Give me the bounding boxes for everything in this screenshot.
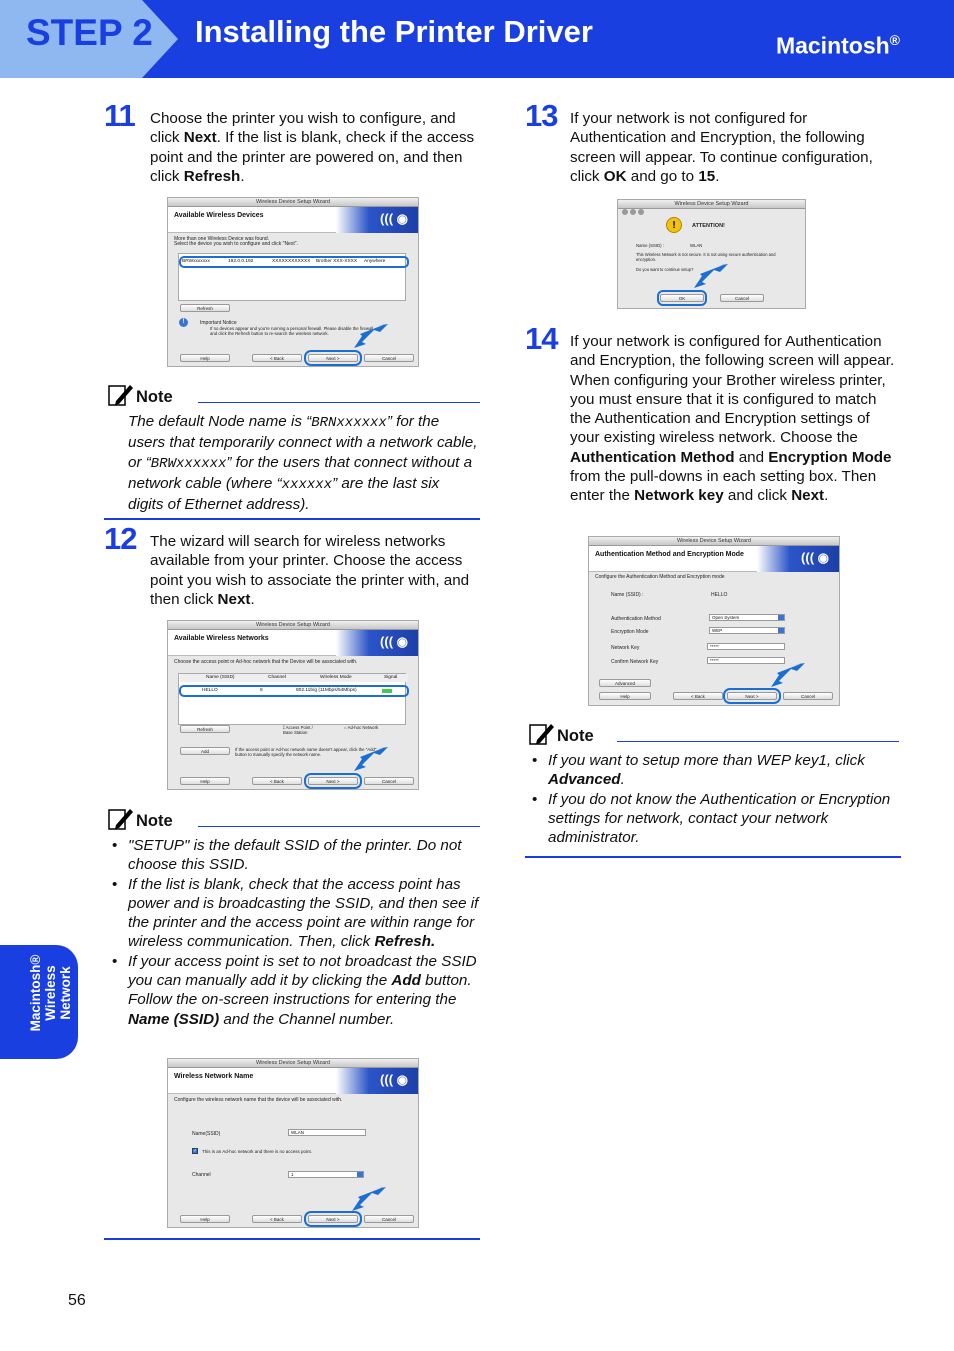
wireless-logo-icon [336,630,418,656]
note-3-list [526,751,900,847]
banner-title: Available Wireless Networks [174,635,269,642]
add-button[interactable]: Add [180,747,230,755]
step-12-p2: . [250,590,255,608]
note-1-c1: BRNxxxxxx [311,415,387,431]
continue-question: Do you want to continue setup? [636,267,694,272]
note-pencil-icon [527,722,555,748]
notice-line2: and click the Refresh button to re-search the wireless network. [210,331,329,336]
screenshot-wireless-network-name [167,1058,419,1228]
pointer-arrow-icon [692,262,732,292]
note-label: Note [136,812,173,830]
side-tab-line1: Macintosh® [28,954,43,1032]
network-list-header [180,674,408,682]
step-11-p3: . [240,167,245,185]
warning-line2: encryption. [636,257,657,262]
note-2-bottom-rule [104,1238,480,1240]
window-title: Wireless Device Setup Wizard [256,1059,330,1066]
notice-title: Important Notice [200,320,237,326]
note-3-bottom-rule [525,856,901,858]
window-title: Wireless Device Setup Wizard [256,198,330,205]
adhoc-checkbox[interactable]: ✓ [193,1148,198,1154]
wizard-banner [168,1068,418,1094]
legend-ap-label: Access Point / Base Station [283,725,313,735]
help-button[interactable]: Help [599,692,651,700]
window-titlebar [589,537,839,546]
channel-select[interactable]: 1 [288,1171,364,1178]
note-1-t1: The default Node name is “ [128,413,312,430]
col-mode: Wireless Mode [320,675,352,680]
auth-method-select[interactable]: Open System [709,614,785,621]
step-11-b1: Next [183,129,217,147]
device-mac: XXXXXXXXXXXX [272,259,311,264]
side-tab-line2: Wireless [43,965,58,1021]
page-header [0,0,954,78]
cancel-button[interactable]: Cancel [364,354,414,362]
step-14-b2: Encryption Mode [768,448,892,466]
adhoc-icon: ⌂ [344,725,347,730]
refresh-button[interactable]: Refresh [180,725,230,733]
note-3-i1c: . [620,771,625,789]
step-11-text [150,109,480,186]
selection-highlight [179,685,409,697]
help-button[interactable]: Help [180,354,230,362]
step-label: STEP 2 [26,12,153,53]
window-title: Wireless Device Setup Wizard [674,200,749,207]
help-button[interactable]: Help [180,1215,230,1223]
instruction-line: Configure the Authentication Method and Encryption mode [595,574,725,580]
step-11-b2: Refresh [183,167,241,185]
window-title: Wireless Device Setup Wizard [256,621,330,628]
legend-access-point [283,725,323,735]
window-titlebar [168,1059,418,1068]
banner-title: Authentication Method and Encryption Mode [595,551,744,558]
device-model: Brother XXX-XXXX [316,259,358,264]
note-2-item-1: • "SETUP" is the default SSID of the printer. Do not choose this SSID. [106,836,480,875]
back-button[interactable]: < Back [673,692,723,700]
ssid-label: Name (SSID) : [611,592,644,598]
wizard-banner [168,630,418,656]
cancel-button[interactable]: Cancel [364,777,414,785]
pointer-arrow-icon [769,661,809,691]
note-pencil-icon [106,807,134,833]
note-2-i3b: Add [391,972,421,990]
step-13-p3: . [715,167,720,185]
note-2-i3a: If your access point is set to not broadcast the SSID you can manually add it by clicking the [128,952,477,990]
step-tab [0,0,178,78]
note-2-header [106,811,480,835]
note-rule [617,741,899,742]
note-3-header [527,726,901,750]
legend-adhoc [344,725,378,730]
step-12-b1: Next [217,590,251,608]
device-ip: 192.0.0.192 [228,259,254,264]
note-2-i3c: button. Follow the on-screen instructions for entering the [128,972,472,1009]
network-key-label: Network Key [611,645,640,651]
note-2-i3d: Name (SSID) [128,1010,220,1028]
window-titlebar [618,200,805,209]
step-14-b1: Authentication Method [570,448,735,466]
note-2-item-3 [106,952,480,1029]
cancel-button[interactable]: Cancel [720,294,764,302]
encryption-mode-select[interactable]: WEP [709,627,785,634]
confirm-key-input[interactable]: ***** [707,657,785,664]
network-channel: 8 [260,688,263,693]
note-3-i1a: If you want to setup more than WEP key1, click [548,752,865,769]
info-icon: ! [179,318,188,327]
ssid-value: HELLO [711,592,728,598]
note-label: Note [136,388,173,406]
note-1-bottom-rule [104,518,480,520]
ok-highlight [657,290,707,306]
page-title: Installing the Printer Driver [195,14,593,49]
add-hint-line2: button to manually specify the network name. [235,752,322,757]
col-signal: Signal [384,675,398,680]
wireless-logo-icon [336,207,418,233]
step-14-p3: from the pull-downs in each setting box. Then enter the [570,468,877,505]
cancel-button[interactable]: Cancel [364,1215,414,1223]
device-status: Anywhere [364,259,386,264]
step-11-p2: . If the list is blank, check if the access point and the printer are powered on, and then click [150,129,475,185]
note-2-i3e: and the Channel number. [219,1010,395,1028]
advanced-button[interactable]: Advanced [599,679,651,687]
note-pencil-icon [106,383,134,409]
page-number: 56 [68,1292,86,1309]
side-tab-label [28,938,73,1048]
confirm-key-label: Confirm Network Key [611,659,659,665]
window-titlebar [168,198,418,207]
note-3-item-2: • If you do not know the Authentication or Encryption settings for network, contact your network administrator. [526,790,900,848]
step-13-b1: OK [603,167,627,185]
step-14-b4: Next [791,487,825,505]
pointer-arrow-icon [352,322,392,352]
note-rule [198,402,480,403]
screenshot-available-devices [167,197,419,367]
back-button[interactable]: < Back [252,354,302,362]
step-13-text [570,109,900,186]
next-button[interactable]: Next > [308,354,358,362]
step-12-text [150,532,480,609]
ssid-label: Name(SSID) [192,1131,221,1137]
step-14-p5: . [824,487,829,505]
instruction-line1: More than one Wireless Device was found. [174,236,270,242]
step-12-number: 12 [104,521,137,556]
col-name: Name (SSID) [206,675,235,680]
network-mode: 802.11b/g (11Mbps/54Mbps) [296,688,357,693]
step-14-b3: Network key [634,487,724,505]
note-1-t4: ” are the last six digits of Ethernet address). [128,474,440,514]
back-button[interactable]: < Back [252,777,302,785]
screenshot-available-networks [167,620,419,790]
warning-line1: This Wireless Network is not secure. It is not using secure authentication and [636,252,776,257]
ssid-value: WLAN [690,243,703,248]
instruction-line2: Select the device you wish to configure and click "Next". [174,241,298,247]
step-13-b2: 15 [698,167,716,185]
step-14-p2: and [734,448,769,466]
refresh-button[interactable]: Refresh [180,304,230,312]
step-14-p4: and click [723,487,792,505]
next-button[interactable]: Next > [727,692,777,700]
banner-title: Wireless Network Name [174,1073,254,1080]
note-2-i2b: Refresh. [374,933,436,951]
instruction-line: Choose the access point or Ad-hoc network that the Device will be associated with. [174,659,358,665]
wizard-banner [589,546,839,572]
next-button[interactable]: Next > [308,1215,358,1223]
ssid-input[interactable]: WLAN [288,1129,366,1136]
note-1-header [106,387,480,411]
next-highlight [304,350,362,366]
adhoc-checkbox-label: This is an Ad-hoc network and there is no access point. [202,1149,313,1154]
ssid-label: Name (SSID) : [636,243,664,248]
next-highlight [304,773,362,789]
col-channel: Channel [268,675,286,680]
step-13-number: 13 [525,98,558,133]
banner-title: Available Wireless Devices [174,212,264,219]
channel-label: Channel [192,1172,211,1178]
step-14-number: 14 [525,321,558,356]
note-1-c3: xxxxxx [281,476,333,493]
instruction-line: Configure the wireless network name that the device will be associated with. [174,1097,343,1103]
help-button[interactable]: Help [180,777,230,785]
legend-adhoc-label: Ad-hoc Network [347,725,379,730]
next-button[interactable]: Next > [308,777,358,785]
side-tab-line3: Network [58,966,73,1020]
pointer-arrow-icon [352,745,392,775]
network-key-input[interactable]: ***** [707,643,785,650]
note-3-i1b: Advanced [548,771,621,789]
add-hint-line1: If the access point or Ad-hoc network name doesn't appear, click the "Add" [235,747,377,752]
registered-mark: ® [889,32,900,48]
window-titlebar [168,621,418,630]
step-11-p1: Choose the printer you wish to configure, and click [150,110,456,147]
step-12-p1: The wizard will search for wireless networks available from your printer. Choose the access point you wish to associate the printer with, and then click [150,533,470,608]
note-1-t3: ” for the users that connect without a network cable (where “ [128,453,473,492]
ok-button[interactable]: OK [660,294,704,302]
note-2-item-2 [106,875,480,952]
note-3-body [526,751,900,847]
step-14-p1: If your network is configured for Authentication and Encryption, the following screen will appear. When configuring your Brother wireless printer, you must ensure that it is configured to match the Authentication and Encryption settings of your existing wireless network. Choose the [570,333,895,447]
note-label: Note [557,727,594,745]
wizard-banner [168,207,418,233]
note-2-i2a: If the list is blank, check that the access point has power and is broadcasting the SSID, and then see if the printer and the access point are within range for wireless communication. Then, click [128,875,479,951]
note-2-list [106,836,480,1029]
notice-line1: If no devices appear and you're running a personal firewall. Please disable the firewall [210,326,374,331]
pointer-arrow-icon [350,1185,390,1215]
screenshot-attention-dialog [617,199,806,309]
os-name: Macintosh [775,32,890,59]
auth-method-label: Authentication Method [611,616,661,622]
os-label [776,32,900,60]
step-13-p2: and go to [626,167,699,185]
wireless-logo-icon [336,1068,418,1094]
note-2-body [106,836,480,1029]
step-14-text [570,332,900,506]
wireless-logo-icon [757,546,839,572]
step-13-p1: If your network is not configured for Authentication and Encryption, the following screen will appear. To continue configuration, click [570,110,873,185]
note-1-body [128,412,478,514]
network-ssid: HELLO [202,688,218,693]
access-point-icon: ⟟ [283,725,285,730]
back-button[interactable]: < Back [252,1215,302,1223]
device-name: BRWxxxxxxx [182,259,210,264]
step-11-number: 11 [104,98,135,133]
warning-icon: ! [666,217,682,233]
note-1-t2: ” for the users that temporarily connect with a network cable, or “ [128,413,478,471]
note-1-c2: BRWxxxxxx [150,455,227,472]
window-title: Wireless Device Setup Wizard [677,537,751,544]
selection-highlight [179,256,409,268]
note-rule [198,826,480,827]
screenshot-auth-encryption [588,536,840,706]
cancel-button[interactable]: Cancel [783,692,833,700]
encryption-mode-label: Encryption Mode [611,629,649,635]
note-3-item-1 [526,751,900,790]
attention-title: ATTENTION! [692,223,725,229]
